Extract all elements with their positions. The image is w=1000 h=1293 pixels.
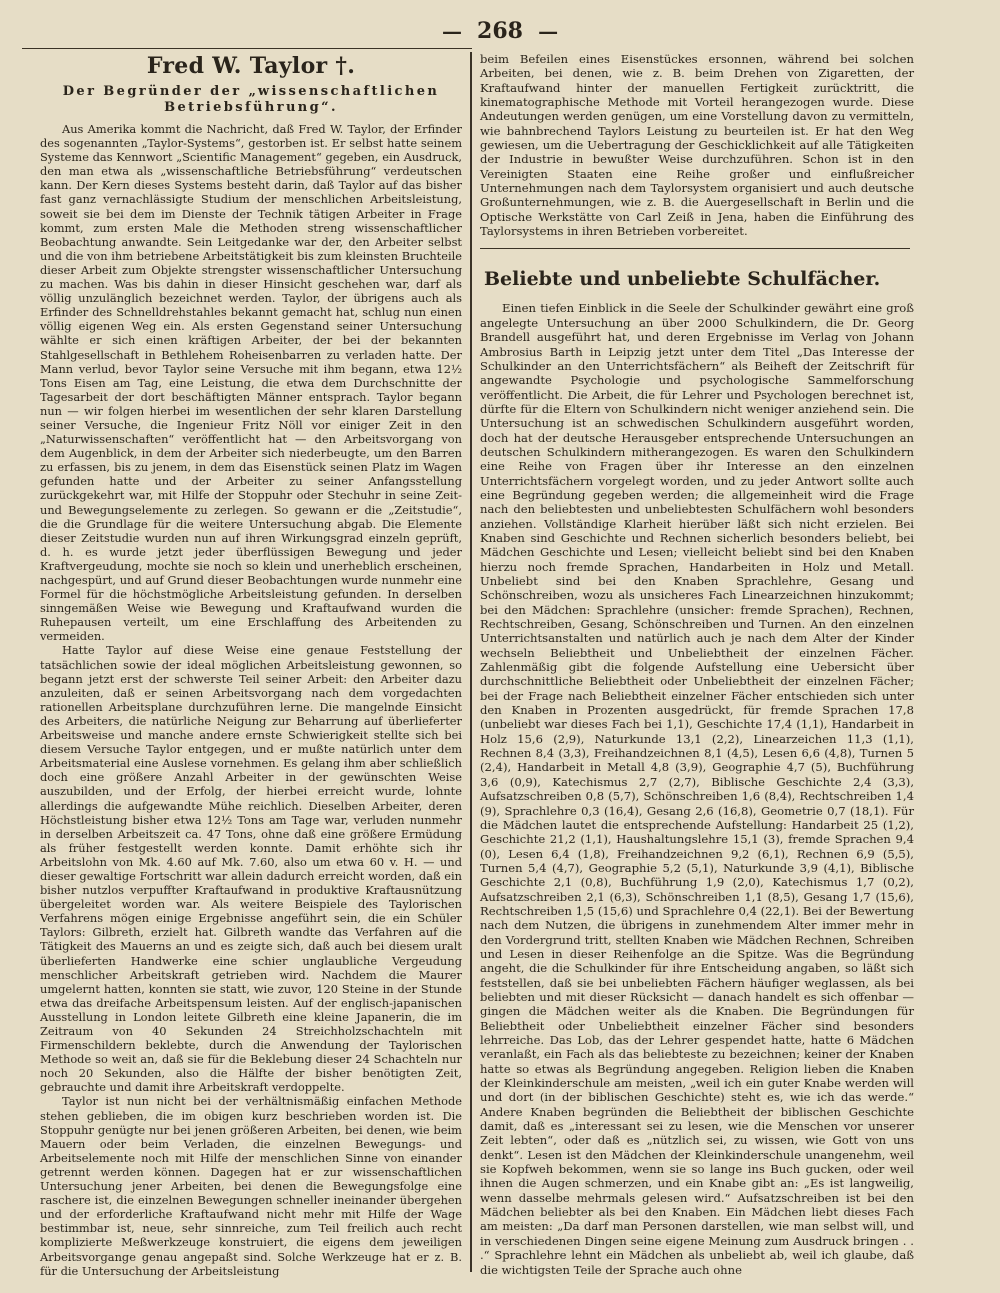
right-column — [480, 52, 914, 1277]
article-paragraph: Aus Amerika kommt die Nachricht, daß Fred W. Taylor, der Erfinder des sogenannten „Taylor-Systems“, gestorben ist. Er selbst hatte seinem Systeme das Kennwort „Scientific Management“ gegeben, ein Ausdruck, den man etwa als „wissenschaftliche Betriebsführung“ verdeutschen kann. Der Kern dieses Systems besteht darin, daß Taylor auf das bisher fast ganz vernachlässigte Studium der menschlichen Arbeitsleistung, soweit sie bei dem im Dienste der Technik tätigen Arbeiter in Frage kommt, zum ersten Male die Methoden streng wissenschaftlicher Beobachtung anwandte. Sein Leitgedanke war der, den Arbeiter selbst und die von ihm betriebene Arbeitstätigkeit bis zum kleinsten Bruchteile dieser Arbeit zum Objekte strengster wissenschaftlicher Untersuchung zu machen. Was bis dahin in dieser Hinsicht geschehen war, darf als völlig unzulänglich bezeichnet werden. Taylor, der übrigens auch als Erfinder des Schnelldrehstahles bekannt gemacht hat, schlug nun einen völlig eigenen Weg ein. Als ersten Gegenstand seiner Untersuchung wählte er sich einen kräftigen Arbeiter, der bei der bekannten Stahlgesellschaft in Bethlehem Roheisenbarren zu verladen hatte. Der Mann verlud, bevor Taylor seine Versuche mit ihm begann, etwa 12½ Tons Eisen am Tag, eine Leistung, die etwa dem Durchschnitte der Tagesarbeit der dort beschäftigten Männer entsprach. Taylor begann nun — wir folgen hierbei im wesentlichen der sehr klaren Darstellung seiner Versuche, die Ingenieur Fritz Nöll vor einiger Zeit in den „Naturwissenschaften“ veröffentlicht hat — den Arbeitsvorgang von dem Augenblick, in dem der Arbeiter sich niederbeugte, um den Barren zu erfassen, bis zu jenem, in dem das Eisenstück seinen Platz im Wagen gefunden hatte und der Arbeiter zu seiner Anfangsstellung zurückgekehrt war, mit Hilfe der Stoppuhr oder Stechuhr in seine Zeit- und Bewegungselemente zu zerlegen. So gewann er die „Zeitstudie“, die die Grundlage für die weitere Untersuchung abgab. Die Elemente dieser Zeitstudie wurden nun auf ihren Wirkungsgrad einzeln geprüft, d. h. es wurde jetzt jeder überflüssigen Bewegung und jeder Kraftvergeudung, mochte sie noch so klein und unerheblich erscheinen, nachgespürt, und auf Grund dieser Beobachtungen wurde nunmehr eine Formel für die höchstmögliche Arbeitsleistung gefunden. In derselben sinngemäßen Weise wie Bewegung und Kraftaufwand wurden die Ruhepausen verteilt, um eine Erschlaffung des Arbeitenden zu vermeiden. — [40, 122, 462, 644]
section-separator — [480, 248, 910, 249]
article-subtitle-taylor: Der Begründer der „wissenschaftlichen Betriebsführung“. — [62, 84, 440, 115]
article-paragraph: Einen tiefen Einblick in die Seele der Schulkinder gewährt eine groß angelegte Untersuchung an über 2000 Schulkindern, die Dr. Georg Brandell ausgeführt hat, und deren Ergebnisse im Verlag von Johann Ambrosius Barth in Leipzig jetzt unter dem Titel „Das Interesse der Schulkinder an den Unterrichtsfächern“ als Beiheft der Zeitschrift für angewandte Psychologie und psychologische Sammelforschung veröffentlicht. Die Arbeit, die für Lehrer und Psychologen berechnet ist, dürfte für die Eltern von Schulkindern nicht weniger anziehend sein. Die Untersuchung ist an schwedischen Schulkindern ausgeführt worden, doch hat der deutsche Herausgeber entsprechende Untersuchungen an deutschen Schulkindern mitherangezogen. Es waren den Schulkindern eine Reihe von Fragen über ihr Interesse an den einzelnen Unterrichtsfächern vorgelegt worden, und zu jeder Antwort sollte auch eine Begründung gegeben werden; die allgemeinheit wird die Frage nach den beliebtesten und unbeliebtesten Schulfächern wohl besonders anziehen. Vollständige Klarheit hierüber läßt sich nicht erzielen. Bei Knaben sind Geschichte und Rechnen sicherlich besonders beliebt, bei Mädchen Geschichte und Lesen; vielleicht beliebt sind bei den Knaben hierzu noch fremde Sprachen, Handarbeiten in Holz und Metall. Unbeliebt sind bei den Knaben Sprachlehre, Gesang und Schönschreiben, wozu als unsicheres Fach Linearzeichnen hinzukommt; bei den Mädchen: Sprachlehre (unsicher: fremde Sprachen), Rechnen, Rechtschreiben, Gesang, Schönschreiben und Turnen. An den einzelnen Unterrichtsanstalten und natürlich auch je nach dem Alter der Kinder wechseln Beliebtheit und Unbeliebtheit der einzelnen Fächer. Zahlenmäßig gibt die folgende Aufstellung eine Uebersicht über durchschnittliche Beliebtheit oder Unbeliebtheit der einzelnen Fächer; bei der Frage nach Beliebtheit einzelner Fächer entschieden sich unter den Knaben in Prozenten ausgedrückt, für fremde Sprachen 17,8 (unbeliebt war dieses Fach bei 1,1), Geschichte 17,4 (1,1), Handarbeit in Holz 15,6 (2,9), Naturkunde 13,1 (2,2), Linearzeichen 11,3 (1,1), Rechnen 8,4 (3,3), Freihandzeichnen 8,1 (4,5), Lesen 6,6 (4,8), Turnen 5 (2,4), Handarbeit in Metall 4,8 (3,9), Geographie 4,7 (5), Buchführung 3,6 (0,9), Katechismus 2,7 (2,7), Biblische Geschichte 2,4 (3,3), Aufsatzschreiben 0,8 (5,7), Schönschreiben 1,6 (8,4), Rechtschreiben 1,4 (9), Sprachlehre 0,3 (16,4), Gesang 2,6 (16,8), Geometrie 0,7 (18,1). Für die Mädchen lautet die entsprechende Aufstellung: Handarbeit 25 (1,2), Geschichte 21,2 (1,1), Haushaltungslehre 15,1 (3), fremde Sprachen 9,4 (0), Lesen 6,4 (1,8), Freihandzeichnen 9,2 (6,1), Rechnen 6,9 (5,5), Turnen 5,4 (4,7), Geographie 5,2 (5,1), Naturkunde 3,9 (4,1), Biblische Geschichte 2,1 (0,8), Buchführung 1,9 (2,0), Katechismus 1,7 (0,2), Aufsatzschreiben 2,1 (6,3), Schönschreiben 1,1 (8,5), Gesang 1,7 (15,6), Rechtschreiben 1,5 (15,6) und Sprachlehre 0,4 (22,1). Bei der Bewertung nach dem Nutzen, die übrigens in zunehmendem Alter immer mehr in den Vordergrund tritt, stellten Knaben wie Mädchen Rechnen, Schreiben und Lesen in dieser Reihenfolge an die Spitze. Was die Begründung angeht, die die Schulkinder für ihre Entscheidung angaben, so läßt sich feststellen, daß sie bei unbeliebten Fächern häufiger weglassen, als bei beliebten und mit dieser Rücksicht — danach handelt es sich offenbar — gingen die Mädchen weiter als die Knaben. Die Begründungen für Beliebtheit oder Unbeliebtheit einzelner Fächer sind besonders lehrreiche. Das Lob, das der Lehrer gespendet hatte, hatte 6 Mädchen veranlaßt, ein Fach als das beliebteste zu bezeichnen; keiner der Knaben hatte so etwas als Begründung angegeben. Religion lieben die Knaben der Kleinkinderschule am meisten, „weil ich ein guter Knabe werden will und dort (in der biblischen Geschichte) steht es, wie ich das werde.“ Andere Knaben begründen die Beliebtheit der biblischen Geschichte damit, daß es „interessant sei zu lesen, wie die Menschen vor unserer Zeit lebten“, oder daß es „nützlich sei, zu wissen, wie Gott von uns denkt“. Lesen ist den Mädchen der Kleinkinderschule unangenehm, weil sie Kopfweh bekommen, wenn sie so lange ins Buch gucken, oder weil ihnen die Augen schmerzen, und ein Knabe gibt an: „Es ist langweilig, wenn dasselbe mehrmals gelesen wird.“ Aufsatzschreiben ist bei den Mädchen beliebter als bei den Knaben. Ein Mädchen liebt dieses Fach am meisten: „Da darf man Personen darstellen, wie man selbst will, und in verschiedenen Dingen seine eigene Meinung zum Ausdruck bringen . . .“ Sprachlehre lehnt ein Mädchen als unbeliebt ab, weil ich glaube, daß die wichtigsten Teile der Sprache auch ohne — [480, 301, 914, 1277]
article-title-schulfaecher: Beliebte und unbeliebte Schulfächer. — [484, 268, 881, 291]
top-rule — [22, 48, 472, 49]
article-paragraph: Taylor ist nun nicht bei der verhältnismäßig einfachen Methode stehen geblieben, die im obigen kurz beschrieben worden ist. Die Stoppuhr genügte nur bei jenen größeren Arbeiten, bei denen, wie beim Mauern oder beim Verladen, die einzelnen Bewegungs- und Arbeitselemente noch mit Hilfe der menschlichen Sinne von einander getrennt werden können. Dagegen hat er zur wissenschaftlichen Untersuchung jener Arbeiten, bei denen die Bewegungsfolge eine raschere ist, die einzelnen Bewegungen schneller ineinander übergehen und der erforderliche Kraftaufwand nicht mehr mit Hilfe der Wage bestimmbar ist, neue, sehr sinnreiche, zum Teil freilich auch recht komplizierte Meßwerkzeuge konstruiert, die eigens dem jeweiligen Arbeitsvorgange genau angepaßt sind. Solche Werkzeuge hat er z. B. für die Untersuchung der Arbeitsleistung — [40, 1094, 462, 1278]
article-title-taylor: Fred W. Taylor †. — [146, 53, 356, 79]
page-header — [0, 14, 1000, 50]
left-column — [40, 52, 462, 1278]
article-paragraph: Hatte Taylor auf diese Weise eine genaue Feststellung der tatsächlichen sowie der ideal möglichen Arbeitsleistung gewonnen, so begann jetzt erst der schwerste Teil seiner Arbeit: den Arbeiter dazu anzuleiten, daß er seinen Arbeitsvorgang nach dem vorgedachten rationellen Arbeitsplane durchzuführen lerne. Die mangelnde Einsicht des Arbeiters, die natürliche Neigung zur Beharrung auf überlieferter Arbeitsweise und manche andere ernste Schwierigkeit stellte sich bei diesem Versuche Taylor entgegen, und er mußte natürlich unter dem Arbeitsmaterial eine Auslese vornehmen. Es gelang ihm aber schließlich doch eine größere Anzahl Arbeiter in der gewünschten Weise auszubilden, und der Erfolg, der hierbei erreicht wurde, lohnte allerdings die aufgewandte Mühe reichlich. Dieselben Arbeiter, deren Höchstleistung bisher etwa 12½ Tons am Tage war, verluden nunmehr in derselben Arbeitszeit ca. 47 Tons, ohne daß eine größere Ermüdung als früher festgestellt werden konnte. Damit erhöhte sich ihr Arbeitslohn von Mk. 4.60 auf Mk. 7.60, also um etwa 60 v. H. — und dieser gewaltige Fortschritt war allein dadurch erreicht worden, daß ein bisher nutzlos verpuffter Kraftaufwand in produktive Kraftausnützung übergeleitet worden war. Als weitere Beispiele des Taylorischen Verfahrens mögen einige Ergebnisse angeführt sein, die ein Schüler Taylors: Gilbreth, erzielt hat. Gilbreth wandte das Verfahren auf die Tätigkeit des Mauerns an und es zeigte sich, daß auch bei diesem uralt überlieferten Handwerke eine schier unglaubliche Vergeudung menschlicher Arbeitskraft getrieben wird. Nachdem die Maurer umgelernt hatten, konnten sie statt, wie zuvor, 120 Steine in der Stunde etwa das dreifache Arbeitspensum leisten. Auf der englisch-japanischen Ausstellung in London leitete Gilbreth eine kleine Japanerin, die im Zeitraum von 40 Sekunden 24 Streichholzschachteln mit Firmenschildern beklebte, durch die Anwendung der Taylorischen Methode so weit an, daß sie für die Beklebung dieser 24 Schachteln nur noch 20 Sekunden, also die Hälfte der bisher benötigten Zeit, gebrauchte und damit ihre Arbeitskraft verdoppelte. — [40, 643, 462, 1095]
page-number: 268 — [477, 18, 523, 44]
header-dash-right: — — [538, 19, 559, 43]
article-continuation: beim Befeilen eines Eisenstückes ersonnen, während bei solchen Arbeiten, bei denen, wie z. B. beim Drehen von Zigaretten, der Kraftaufwand hinter der manuellen Fertigkeit zurücktritt, die kinematographische Methode mit Vorteil herangezogen wurde. Diese Andeutungen werden genügen, um eine Vorstellung davon zu vermitteln, wie bahnbrechend Taylors Leistung zu beurteilen ist. Er hat den Weg gewiesen, um die Uebertragung der Geschicklichkeit auf alle Tätigkeiten der Industrie in bewußter Weise durchzuführen. Schon ist in den Vereinigten Staaten eine Reihe großer und einflußreicher Unternehmungen nach dem Taylorsystem organisiert und auch deutsche Großunternehmungen, wie z. B. die Auergesellschaft in Berlin und die Optische Werkstätte von Carl Zeiß in Jena, haben die Einführung des Taylorsystems in ihren Betrieben vorbereitet. — [480, 52, 914, 239]
header-dash-left: — — [441, 19, 462, 43]
column-rule — [470, 52, 472, 1272]
